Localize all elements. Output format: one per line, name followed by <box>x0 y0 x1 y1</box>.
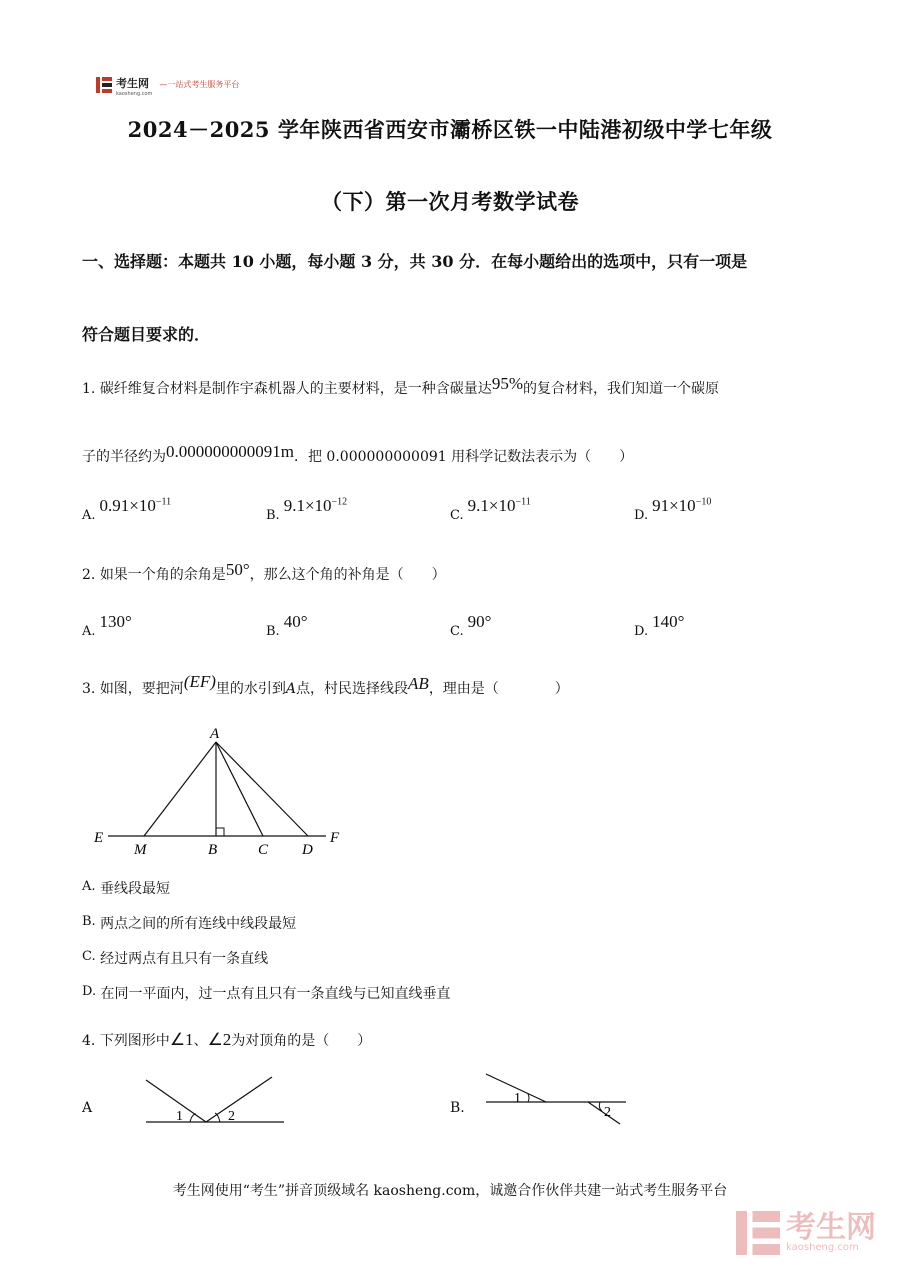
q2-math-a: 50° <box>225 560 250 579</box>
q2-option-c-label: C. <box>450 624 464 639</box>
logo-slogan-text: 一站式考生服务平台 <box>167 80 240 89</box>
q1-option-d-base: 91×10 <box>652 496 696 515</box>
q3-option-a-label: A. <box>82 879 96 894</box>
segment-ac <box>216 742 263 836</box>
watermark <box>736 1211 876 1255</box>
watermark-logo-icon <box>736 1211 780 1255</box>
q1-option-c-base: 9.1×10 <box>467 496 516 515</box>
q2-option-a-value: 130° <box>99 612 132 631</box>
q4-fig-a-label[interactable]: A <box>82 1100 93 1116</box>
q3-option-c-text: 经过两点有且只有一条直线 <box>100 951 269 967</box>
label-b: B <box>208 842 218 858</box>
q4-math-b: ∠2 <box>207 1030 232 1049</box>
q1-option-c-label: C. <box>450 508 464 523</box>
q4-number: 4. <box>82 1033 96 1049</box>
q1-option-d[interactable] <box>634 496 712 524</box>
q4-figure-a <box>140 1072 290 1132</box>
fig-a-angle1-label: 1 <box>176 1109 183 1124</box>
q3-option-a[interactable] <box>82 878 170 898</box>
q1-text-d: ．把 0.000000000091 用科学记数法表示为（ ） <box>293 449 634 465</box>
q2-number: 2. <box>82 567 96 583</box>
q1-option-d-exp: −10 <box>695 496 712 508</box>
q3-option-c[interactable] <box>82 948 268 968</box>
q1-number: 1. <box>82 381 96 397</box>
label-a: A <box>210 726 220 742</box>
exam-title-line1: 2024－2025 学年陕西省西安市灞桥区铁一中陆港初级中学七年级 <box>127 117 773 142</box>
q2-option-d[interactable] <box>634 612 685 640</box>
fig-a-right-ray <box>206 1077 272 1122</box>
section-heading-line2: 符合题目要求的． <box>82 325 211 344</box>
fig-a-angle2-label: 2 <box>228 1109 235 1124</box>
q2-option-d-label: D. <box>634 624 649 639</box>
q2-line <box>82 560 446 584</box>
q4-fig-b-label[interactable]: B. <box>450 1100 465 1116</box>
q2-option-c[interactable] <box>450 612 492 640</box>
q1-math-b: 0.000000000091m <box>166 442 294 461</box>
label-m: M <box>134 842 147 858</box>
q1-line2 <box>82 442 634 466</box>
fig-a-angle1-arc <box>190 1114 196 1122</box>
q1-math-a: 95% <box>491 374 523 393</box>
q3-option-a-text: 垂线段最短 <box>99 881 170 897</box>
q1-option-c-exp: −11 <box>515 496 531 508</box>
q1-option-b-label: B. <box>266 508 280 523</box>
q3-option-d[interactable] <box>82 983 451 1003</box>
q3-option-b-text: 两点之间的所有连线中线段最短 <box>100 916 297 932</box>
q3-math-a: (EF) <box>183 672 216 691</box>
q3-text-c: 点，村民选择线段 <box>296 681 409 697</box>
q1-option-b-base: 9.1×10 <box>283 496 332 515</box>
q1-option-b[interactable] <box>266 496 348 524</box>
q3-number: 3. <box>82 681 96 697</box>
q3-option-d-label: D. <box>82 984 97 999</box>
q4-sep: 、 <box>193 1033 208 1049</box>
q1-option-d-value <box>652 496 711 515</box>
q1-option-c-value <box>468 496 531 515</box>
q3-text-a: 如图，要把河 <box>99 681 184 697</box>
q3-option-b-label: B. <box>82 914 96 929</box>
q2-option-b-value: 40° <box>283 612 308 631</box>
q1-option-a[interactable] <box>82 496 172 524</box>
q1-option-a-value <box>100 496 172 515</box>
q2-text-a: 如果一个角的余角是 <box>99 567 226 583</box>
q3-figure <box>88 722 358 862</box>
q1-line1 <box>82 374 719 398</box>
q4-text-a: 下列图形中 <box>99 1033 170 1049</box>
q1-option-c[interactable] <box>450 496 531 524</box>
label-f: F <box>330 830 340 846</box>
right-angle-mark <box>216 828 224 836</box>
q2-option-a-label: A. <box>82 624 96 639</box>
label-e: E <box>94 830 104 846</box>
label-c: C <box>258 842 269 858</box>
fig-b-angle1-label: 1 <box>514 1091 521 1106</box>
watermark-domain: kaosheng.com <box>786 1241 859 1253</box>
q3-option-c-label: C. <box>82 949 96 964</box>
q3-text-d: ，理由是（ ） <box>428 681 569 697</box>
q3-text-b: 里的水引到 <box>215 681 286 697</box>
q1-option-d-label: D. <box>634 508 649 523</box>
q1-option-b-value <box>284 496 347 515</box>
q4-text-b: 为对顶角的是（ ） <box>231 1033 372 1049</box>
q2-option-a[interactable] <box>82 612 132 640</box>
q3-option-b[interactable] <box>82 913 296 933</box>
section-heading-line1: 一、选择题：本题共 10 小题，每小题 3 分，共 30 分．在每小题给出的选项中，只有一项是 <box>82 252 748 271</box>
q4-math-a: ∠1 <box>169 1030 194 1049</box>
segment-am <box>144 742 216 836</box>
footer-text: 考生网使用“考生”拼音顶级域名 kaosheng.com，诚邀合作伙伴共建一站式考生服务平台 <box>172 1183 728 1199</box>
segment-ad <box>216 742 308 836</box>
fig-b-angle2-label: 2 <box>604 1105 611 1120</box>
watermark-text-block <box>786 1209 876 1253</box>
q3-line <box>82 672 569 698</box>
q1-text-b: 的复合材料，我们知道一个碳原 <box>522 381 719 397</box>
q1-option-b-exp: −12 <box>331 496 348 508</box>
q1-text-c: 子的半径约为 <box>82 449 166 465</box>
q3-math-b: AB <box>408 674 429 693</box>
logo-slogan: —一站式考生服务平台 <box>159 80 240 89</box>
q1-option-a-label: A. <box>82 508 96 523</box>
logo-icon <box>96 77 112 93</box>
logo-name: 考生网 <box>116 77 149 90</box>
watermark-name: 考生网 <box>786 1209 876 1245</box>
logo-name-block <box>116 72 152 97</box>
q2-option-c-value: 90° <box>467 612 492 631</box>
q1-option-a-exp: −11 <box>155 496 172 508</box>
logo-domain: kaosheng.com <box>116 91 153 97</box>
q2-option-b-label: B. <box>266 624 280 639</box>
q2-option-d-value: 140° <box>652 612 685 631</box>
q2-text-b: ，那么这个角的补角是（ ） <box>249 567 446 583</box>
q4-line <box>82 1030 371 1050</box>
header-logo <box>96 72 239 97</box>
q3-option-d-text: 在同一平面内，过一点有且只有一条直线与已知直线垂直 <box>100 986 451 1002</box>
fig-b-angle1-arc <box>528 1094 529 1102</box>
q3-point: A <box>285 681 297 697</box>
q1-text-a: 碳纤维复合材料是制作宇森机器人的主要材料，是一种含碳量达 <box>99 381 492 397</box>
exam-title-line2: （下）第一次月考数学试卷 <box>321 189 579 214</box>
label-d: D <box>302 842 313 858</box>
q4-figure-b <box>480 1068 630 1128</box>
q2-option-b[interactable] <box>266 612 308 640</box>
q1-option-a-base: 0.91×10 <box>99 496 156 515</box>
